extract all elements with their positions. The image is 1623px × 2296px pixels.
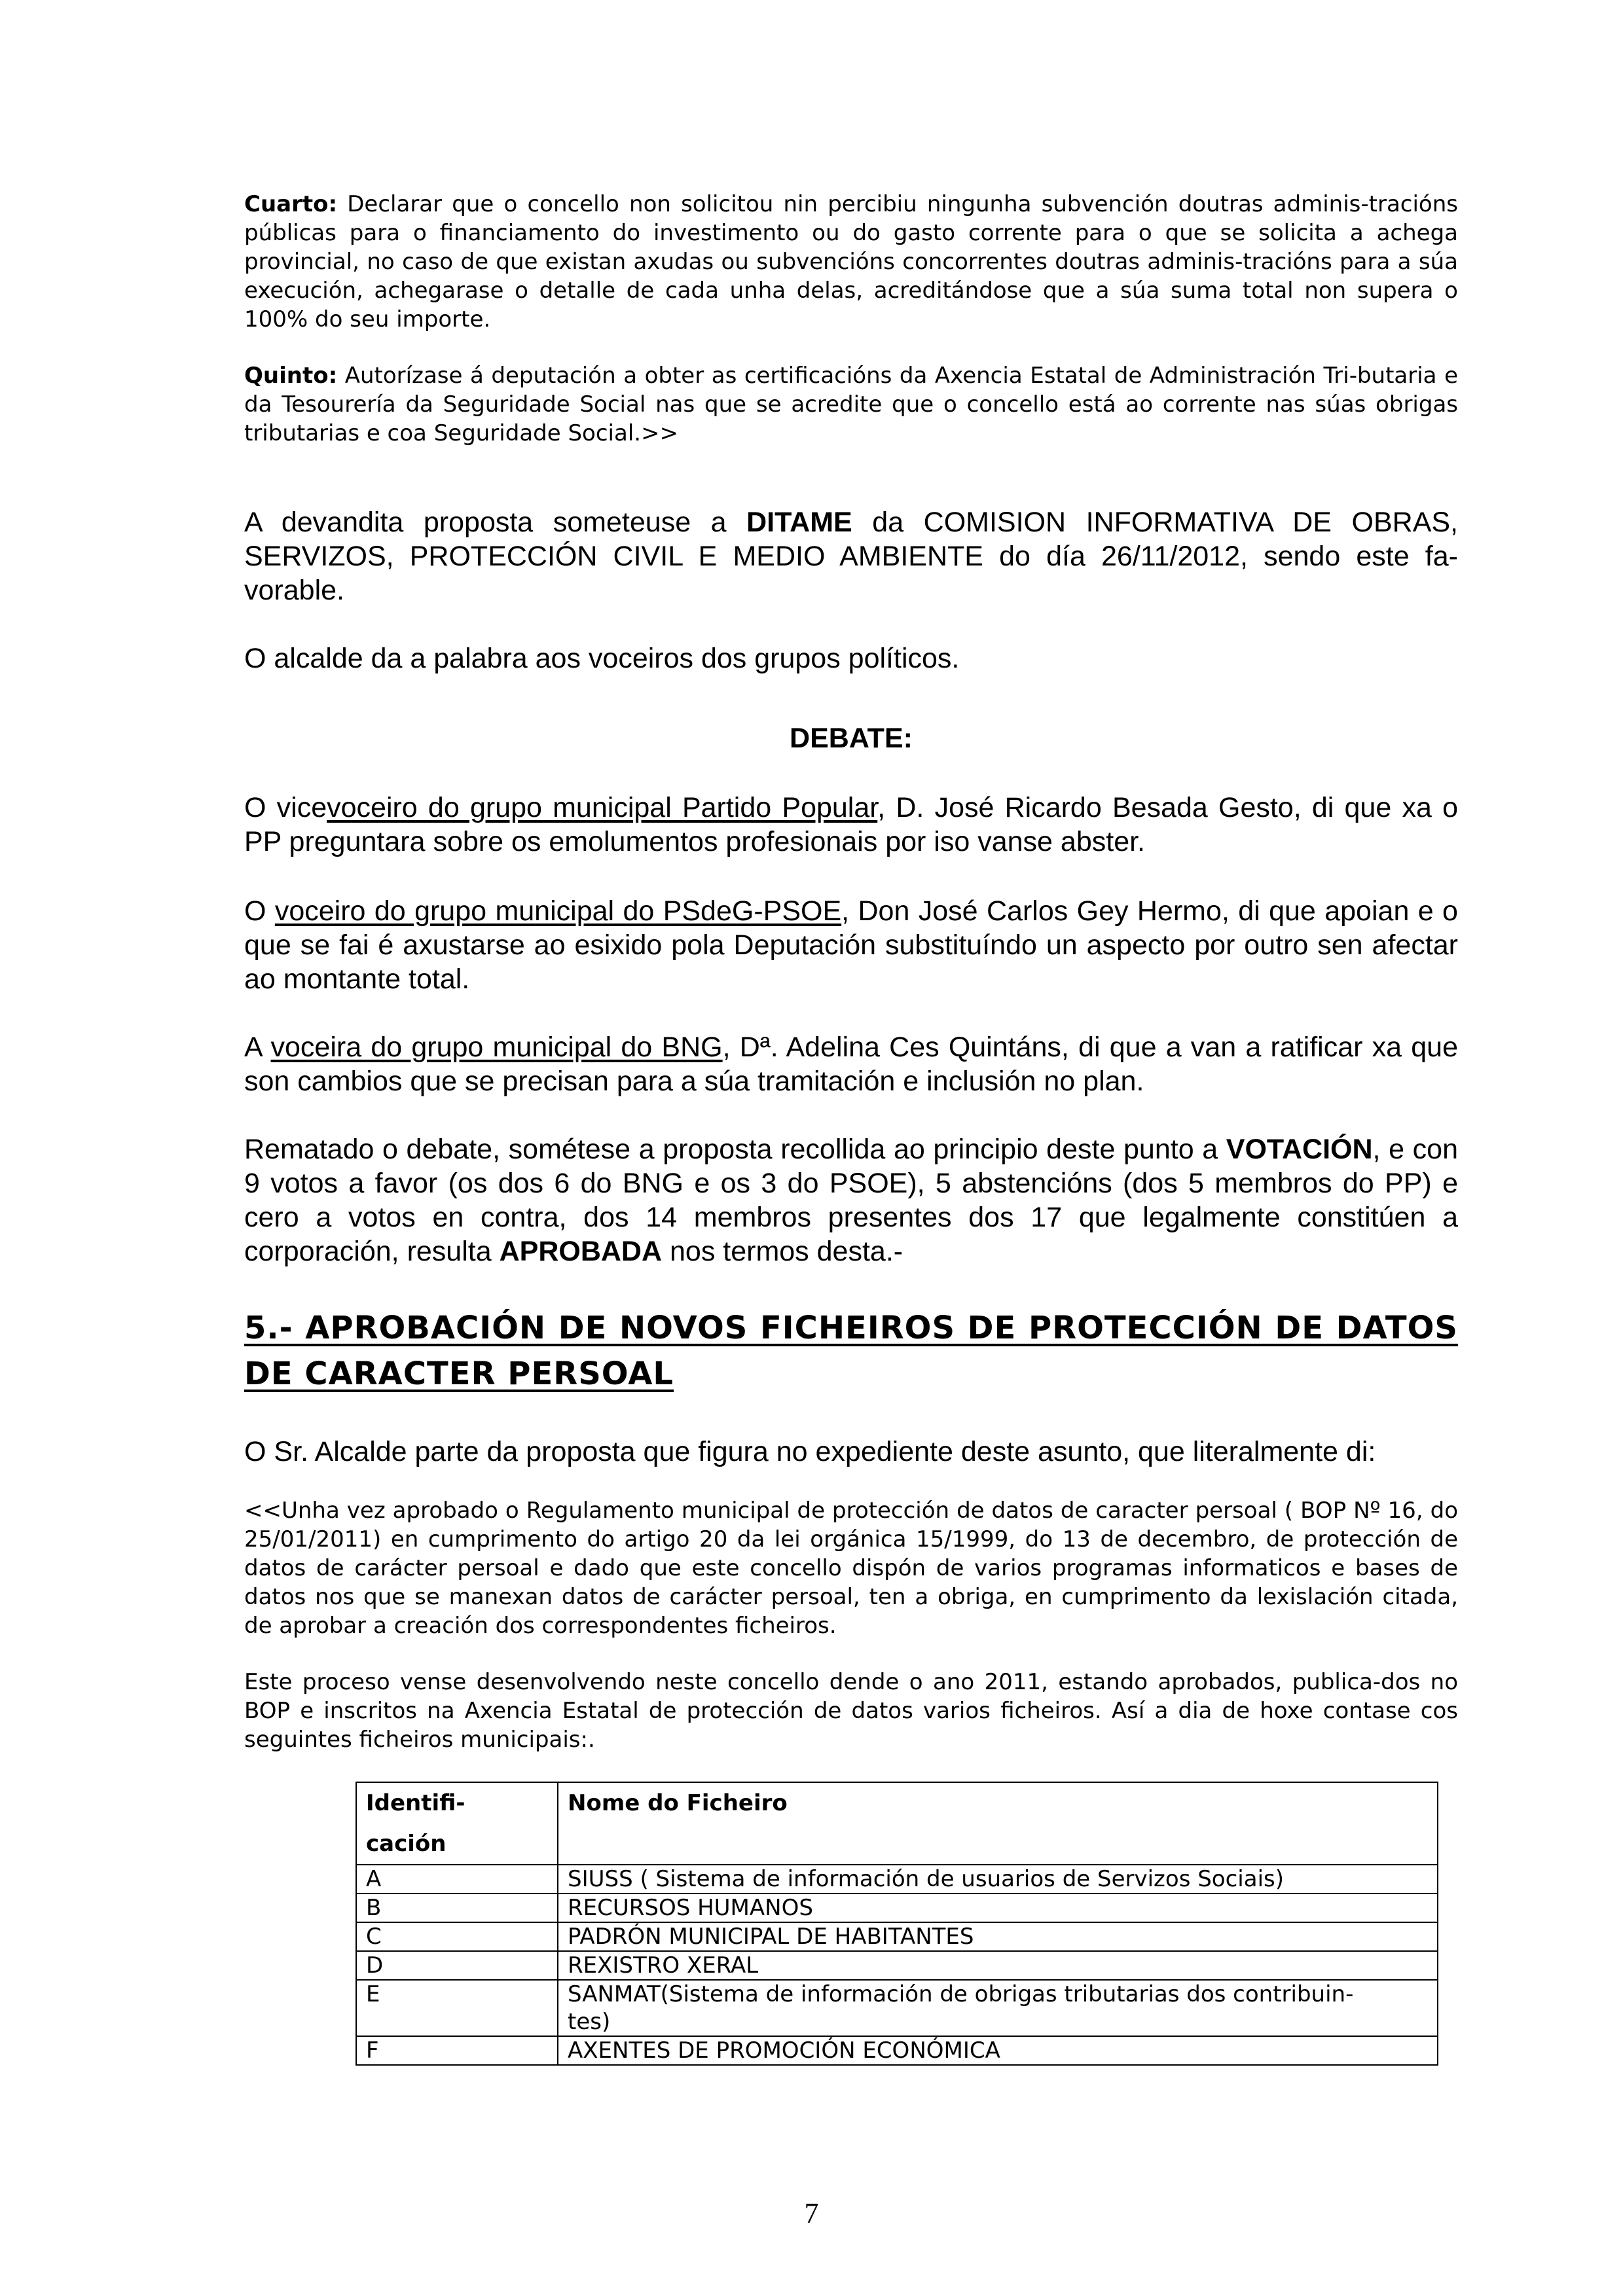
paragraph-quinto <box>244 361 1458 448</box>
votacion-text-after: nos termos desta.- <box>662 1236 903 1267</box>
cell-identificacion: A <box>356 1865 558 1893</box>
table-row <box>356 1951 1438 1980</box>
table-row <box>356 1893 1438 1922</box>
bng-underlined: voceira do grupo municipal do BNG <box>270 1031 723 1063</box>
cell-identificacion: E <box>356 1980 558 2036</box>
cell-identificacion: C <box>356 1922 558 1951</box>
paragraph-bng <box>244 1030 1458 1098</box>
bng-text-after: , Dª. Adelina Ces Quintáns, di que a van a ratificar xa que son cambios que se precisan para a súa tramitación e inclusión no plan. <box>244 1031 1458 1097</box>
pp-text-before: O vice <box>244 792 327 823</box>
table-header-row <box>356 1782 1438 1865</box>
cell-nome-ficheiro: RECURSOS HUMANOS <box>558 1893 1438 1922</box>
cell-nome-ficheiro: REXISTRO XERAL <box>558 1951 1438 1980</box>
debate-heading: DEBATE: <box>790 723 913 754</box>
alcalde-palabra-text: O alcalde da a palabra aos voceiros dos grupos políticos. <box>244 643 960 674</box>
ditame-text-after: da COMISION INFORMATIVA DE OBRAS, SERVIZOS, PROTECCIÓN CIVIL E MEDIO AMBIENTE do día 26/11/2012, sendo este fa-vorable. <box>244 507 1458 606</box>
bng-text-before: A <box>244 1031 271 1063</box>
quinto-text: Autorízase á deputación a obter as certificacións da Axencia Estatal de Administración Tri-butaria e da Tesourería da Seguridade Social nas que se acredite que o concello está ao corrente nas súas obrigas tributarias e coa Seguridade Social.>> <box>244 363 1458 446</box>
ficheiros-table <box>356 1782 1438 2066</box>
aprobada-bold: APROBADA <box>499 1236 663 1267</box>
paragraph-psoe <box>244 894 1458 996</box>
table-row <box>356 1865 1438 1893</box>
psoe-text-after: , Don José Carlos Gey Hermo, di que apoian e o que se fai é axustarse ao esixido pola Deputación substituíndo un aspecto por outro sen afectar ao montante total. <box>244 895 1458 995</box>
header-identificacion: Identifi- cación <box>356 1782 558 1865</box>
cell-identificacion: F <box>356 2036 558 2065</box>
pp-underlined: voceiro do grupo municipal Partido Popular <box>327 792 878 823</box>
votacion-text-before: Rematado o debate, sométese a proposta recollida ao principio deste punto a <box>244 1134 1226 1165</box>
paragraph-cuarto <box>244 190 1458 334</box>
paragraph-alcalde-parte <box>244 1435 1458 1469</box>
section-5-title: 5.- APROBACIÓN DE NOVOS FICHEIROS DE PROTECCIÓN DE DATOS DE CARACTER PERSOAL <box>244 1310 1458 1392</box>
psoe-text-before: O <box>244 895 275 927</box>
paragraph-alcalde-palabra <box>244 641 1458 675</box>
cell-nome-ficheiro: PADRÓN MUNICIPAL DE HABITANTES <box>558 1922 1438 1951</box>
ditame-bold: DITAME <box>746 507 852 538</box>
votacion-bold: VOTACIÓN <box>1226 1134 1373 1165</box>
alcalde-parte-text: O Sr. Alcalde parte da proposta que figura no expediente deste asunto, que literalmente di: <box>244 1436 1376 1467</box>
table-row <box>356 2036 1438 2065</box>
cell-identificacion: D <box>356 1951 558 1980</box>
paragraph-proceso <box>244 1668 1458 1754</box>
psoe-underlined: voceiro do grupo municipal do PSdeG-PSOE <box>274 895 842 927</box>
paragraph-votacion <box>244 1132 1458 1268</box>
regulamento-text: <<Unha vez aprobado o Regulamento municipal de protección de datos de caracter persoal ( BOP Nº 16, do 25/01/2011) en cumprimento do artigo 20 da lei orgánica 15/1999, do 13 de decembro, de protección de datos de carácter persoal e dado que este concello dispón de varios programas informaticos e bases de datos nos que se manexan datos de carácter persoal, ten a obriga, en cumprimento da lexislación citada, de aprobar a creación dos correspondentes ficheiros. <box>244 1498 1458 1639</box>
ditame-text-before: A devandita proposta someteuse a <box>244 507 747 538</box>
quinto-label: Quinto: <box>244 363 338 389</box>
cell-nome-ficheiro: AXENTES DE PROMOCIÓN ECONÓMICA <box>558 2036 1438 2065</box>
votacion-text-middle: , e con 9 votos a favor (os dos 6 do BNG e os 3 do PSOE), 5 abstencións (dos 5 membros do PP) e cero a votos en contra, dos 14 membros presentes dos 17 que legalmente constitúen a corporación, resulta <box>244 1134 1458 1267</box>
table-row <box>356 1980 1438 2036</box>
cell-identificacion: B <box>356 1893 558 1922</box>
table-row <box>356 1922 1438 1951</box>
paragraph-ditame <box>244 505 1458 607</box>
page-number: 7 <box>804 2197 819 2229</box>
paragraph-regulamento <box>244 1496 1458 1640</box>
cuarto-text: Declarar que o concello non solicitou nin percibiu ningunha subvención doutras adminis-tracións públicas para o financiamento do investimento ou do gasto corrente para o que se solicita a achega provincial, no caso de que existan axudas ou subvencións concorrentes doutras adminis-tracións para a súa execución, achegarase o detalle de cada unha delas, acreditándose que a súa suma total non supera o 100% do seu importe. <box>244 191 1458 332</box>
header-nome-ficheiro: Nome do Ficheiro <box>558 1782 1438 1865</box>
cell-nome-ficheiro: SANMAT(Sistema de información de obrigas tributarias dos contribuin- tes) <box>558 1980 1438 2036</box>
pp-text-after: , D. José Ricardo Besada Gesto, di que xa o PP preguntara sobre os emolumentos profesionais por iso vanse abster. <box>244 792 1458 857</box>
cell-nome-ficheiro: SIUSS ( Sistema de información de usuarios de Servizos Sociais) <box>558 1865 1438 1893</box>
cuarto-label: Cuarto: <box>244 191 338 217</box>
paragraph-pp <box>244 791 1458 859</box>
proceso-text: Este proceso vense desenvolvendo neste concello dende o ano 2011, estando aprobados, publica-dos no BOP e inscritos na Axencia Estatal de protección de datos varios ficheiros. Así a dia de hoxe contase cos seguintes ficheiros municipais:. <box>244 1669 1458 1753</box>
